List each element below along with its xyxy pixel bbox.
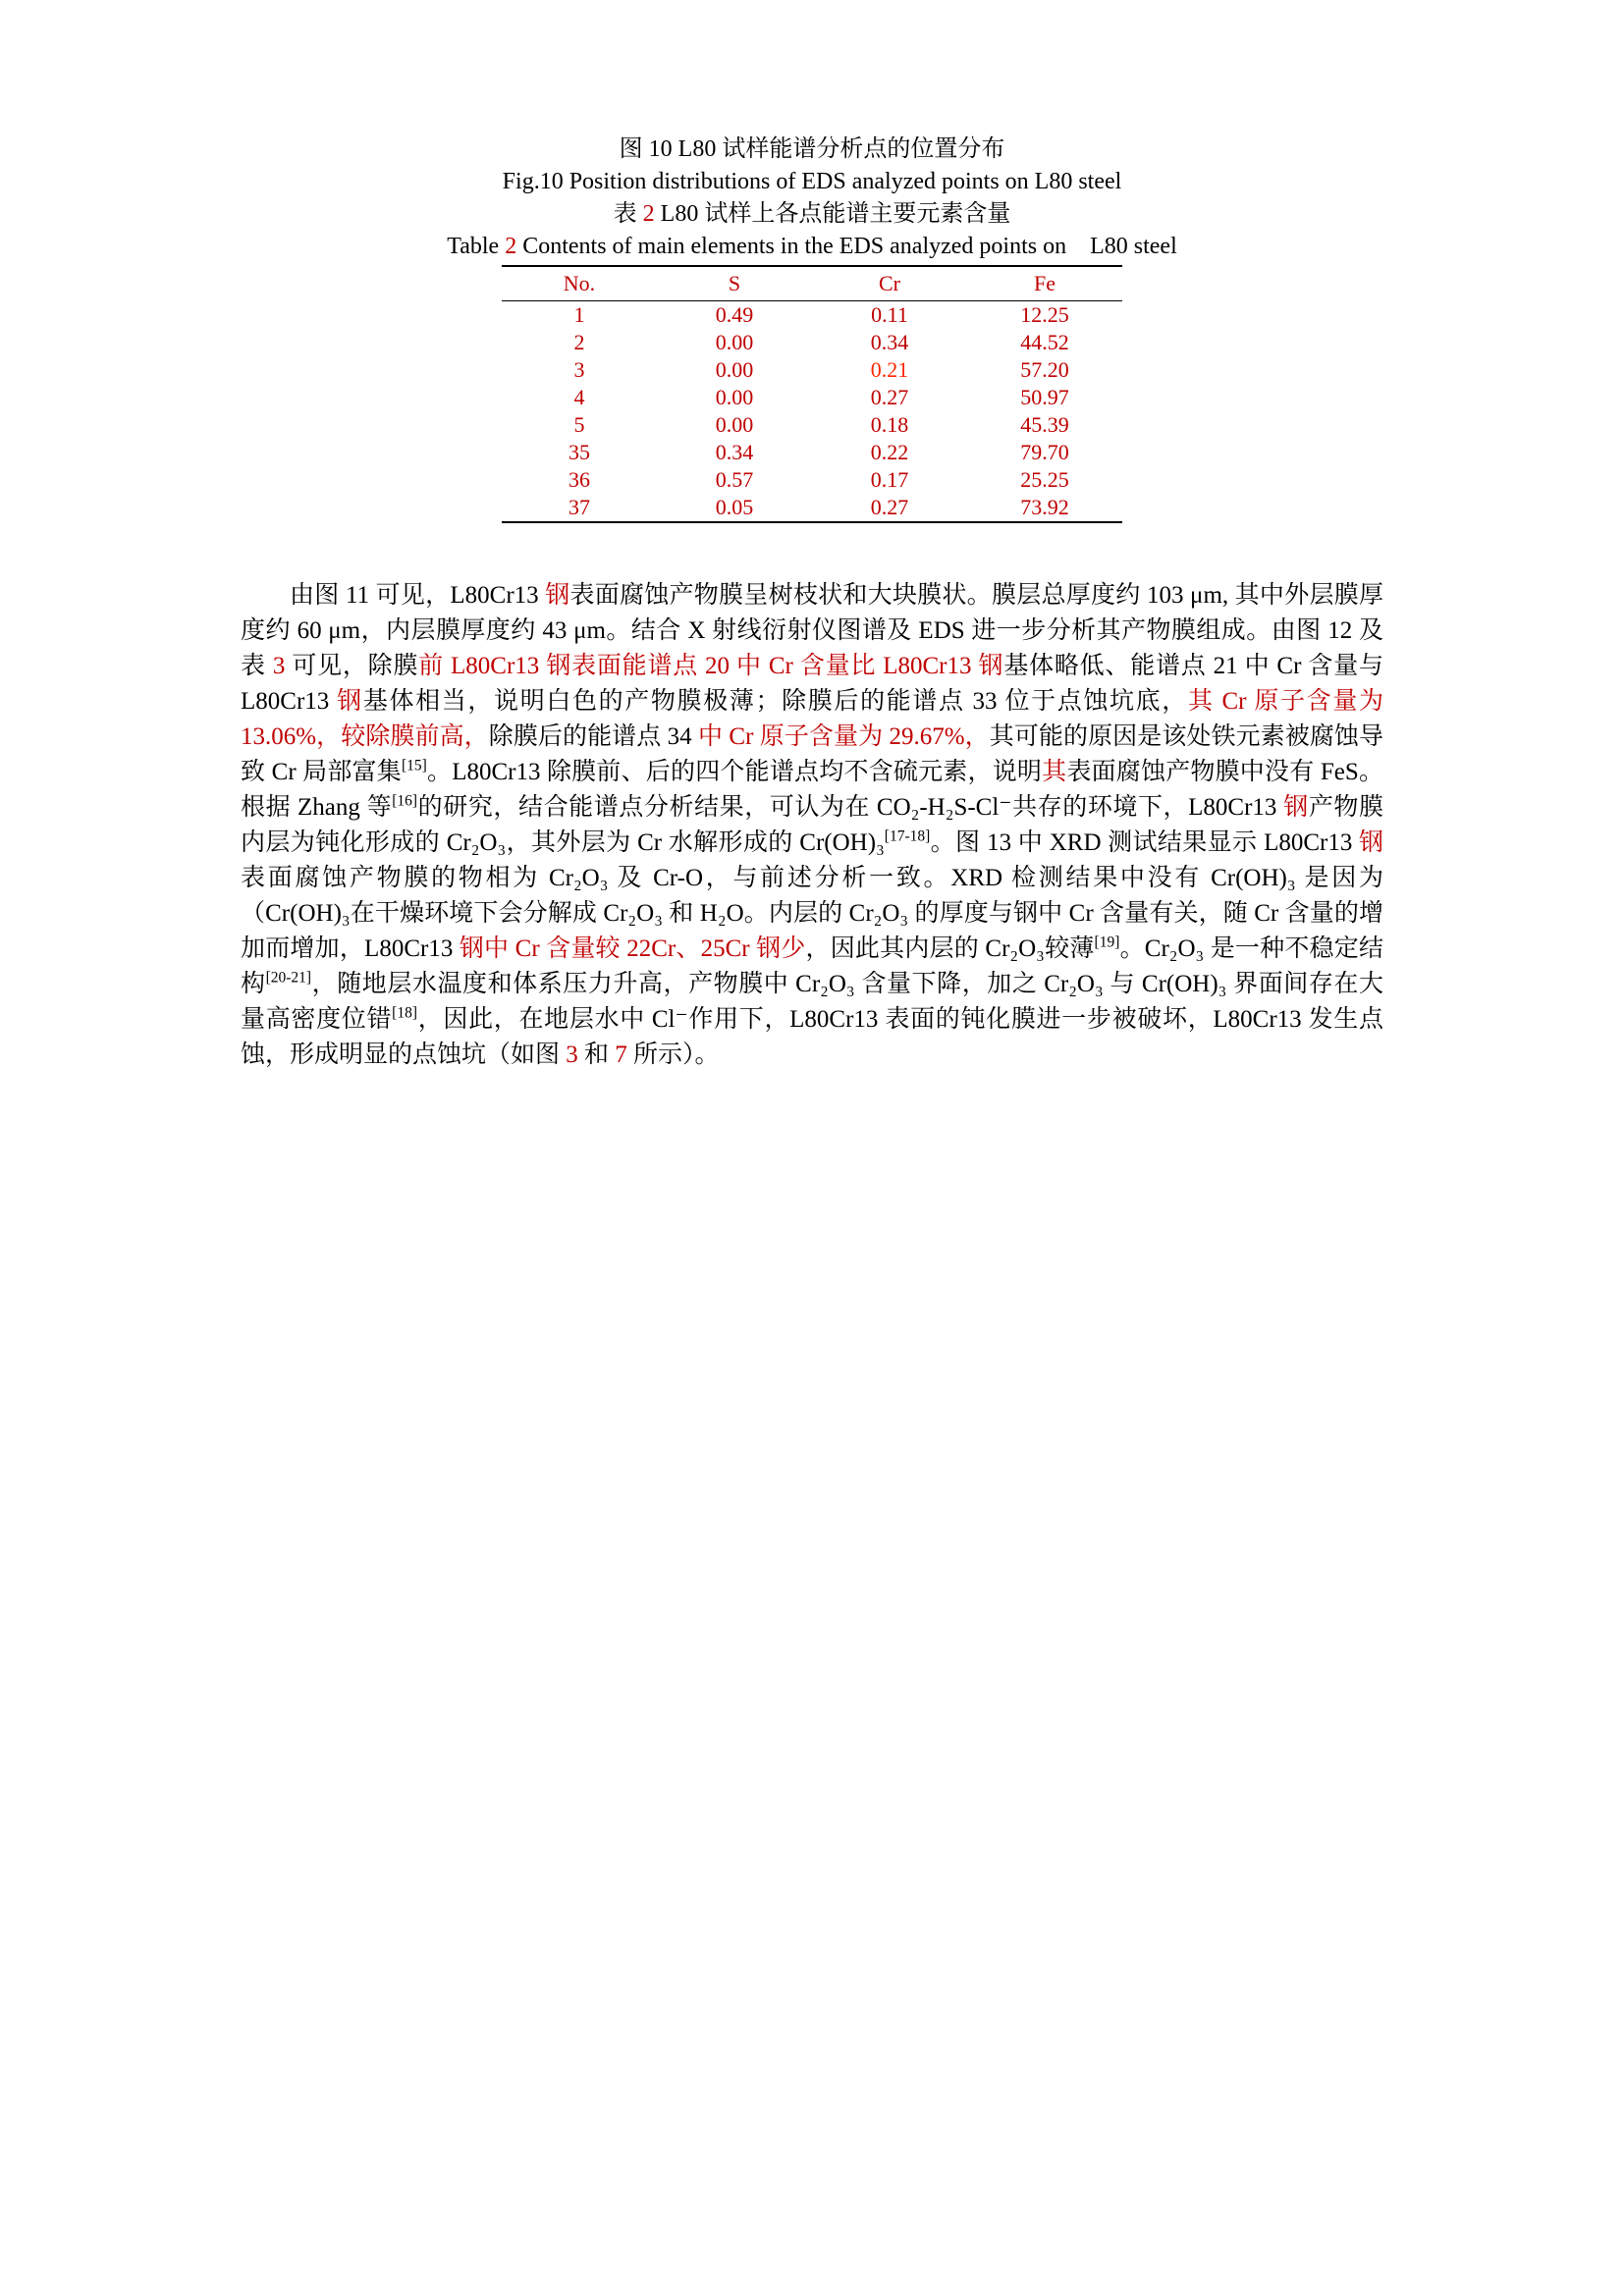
- table-cell: 12.25: [1020, 302, 1069, 327]
- table-cell: 2: [573, 330, 585, 354]
- text-run: 产物膜内层为钝化形成的 Cr₂O₃，其外层为 Cr 水解形成的 Cr(OH)₃: [241, 794, 1383, 856]
- table-caption-en: [241, 231, 1383, 263]
- table-cell: 0.00: [715, 385, 754, 409]
- eds-table-body: [502, 301, 1122, 523]
- text-run: 2: [505, 234, 517, 259]
- figure-caption-zh: [241, 133, 1383, 166]
- text-run: 其可能的原因是该处铁元素被腐蚀导致 Cr 局部富集: [241, 723, 1383, 785]
- text-run: 的研究，结合能谱点分析结果，可认为在 CO₂-H₂S-Cl⁻共存的环境下，L80Cr13: [417, 794, 1284, 821]
- text-run: 钢: [337, 688, 363, 715]
- text-run: 除膜后的能谱点 34: [488, 723, 698, 750]
- text-run: 所示）。: [626, 1041, 720, 1068]
- table-cell: 0.49: [715, 302, 754, 327]
- text-run: 其: [1042, 759, 1067, 785]
- text-run: ，随地层水温度和体系压力升高，产物膜中 Cr₂O₃ 含量下降，加之 Cr₂O₃ 与 Cr(OH)₃ 界面间存在大量高密度位错: [241, 971, 1383, 1033]
- table-row: [502, 494, 1122, 522]
- table-row: [502, 384, 1122, 411]
- text-run: 中 Cr 原子含量为 29.67%，: [698, 723, 990, 750]
- eds-table: [502, 265, 1122, 523]
- citation-superscript: [16]: [392, 792, 418, 810]
- table-cell: 73.92: [1020, 495, 1069, 519]
- text-run: 钢中 Cr 含量较 22Cr、25Cr 钢少: [459, 935, 806, 962]
- table-cell: 0.21: [870, 357, 909, 382]
- table-cell: 0.00: [715, 412, 754, 437]
- table-header-cell: Cr: [879, 271, 900, 295]
- table-row: [502, 411, 1122, 439]
- citation-superscript: [17-18]: [884, 828, 931, 845]
- text-run: 。Cr₂O₃ 是一种不稳定结构: [241, 935, 1383, 997]
- text-run: 2: [642, 201, 655, 227]
- citation-superscript: [20-21]: [265, 969, 312, 987]
- text-run: 。L80Cr13 除膜前、后的四个能谱点均不含硫元素，说明: [426, 759, 1043, 785]
- text-run: Fig.10 Position distributions of EDS analyzed points on L80 steel: [502, 169, 1122, 194]
- table-cell: 37: [568, 495, 590, 519]
- text-run: 由图 11 可见，L80Cr13: [290, 582, 546, 609]
- text-run: 钢: [1283, 794, 1309, 821]
- table-cell: 25.25: [1020, 467, 1069, 492]
- table-cell: 5: [573, 412, 585, 437]
- table-header-row: [502, 266, 1122, 301]
- text-run: 图 10 L80 试样能谱分析点的位置分布: [619, 136, 1005, 162]
- table-caption-zh: [241, 198, 1383, 231]
- table-cell: 3: [573, 357, 585, 382]
- table-cell: 4: [573, 385, 585, 409]
- text-run: 表面腐蚀产物膜中没有 FeS。根据 Zhang 等: [241, 759, 1383, 821]
- text-run: 其 Cr 原子含量为 13.06%，较除膜前高，: [241, 688, 1383, 750]
- table-cell: 44.52: [1020, 330, 1069, 354]
- table-cell: 36: [568, 467, 590, 492]
- table-cell: 1: [573, 302, 585, 327]
- text-run: Table: [447, 234, 506, 259]
- table-cell: 0.17: [870, 467, 909, 492]
- text-run: ，因此其内层的 Cr₂O₃较薄: [805, 935, 1095, 962]
- table-cell: 0.27: [870, 385, 909, 409]
- table-cell: 0.22: [870, 440, 909, 464]
- text-run: 和: [577, 1041, 616, 1068]
- table-cell: 0.34: [870, 330, 909, 354]
- citation-superscript: [15]: [401, 757, 427, 774]
- text-run: 表: [613, 201, 643, 227]
- table-cell: 45.39: [1020, 412, 1069, 437]
- text-run: 基体相当，说明白色的产物膜极薄；除膜后的能谱点 33 位于点蚀坑底，: [362, 688, 1188, 715]
- figure-caption-en: [241, 166, 1383, 198]
- text-run: Contents of main elements in the EDS analyzed points on L80 steel: [516, 234, 1177, 259]
- table-row: [502, 329, 1122, 356]
- table-cell: 0.57: [715, 467, 754, 492]
- table-cell: 0.11: [871, 302, 908, 327]
- table-header-cell: Fe: [1034, 271, 1056, 295]
- text-run: 钢: [1358, 829, 1383, 856]
- text-run: 3: [272, 653, 286, 679]
- text-run: 前 L80Cr13 钢表面能谱点 20 中 Cr 含量比 L80Cr13 钢: [418, 653, 1004, 679]
- text-run: L80 试样上各点能谱主要元素含量: [654, 201, 1011, 227]
- text-run: 表面腐蚀产物膜呈树枝状和大块膜状。膜层总厚度约 103 μm, 其中外层膜厚度约 60 μm，内层膜厚度约 43 μm。结合 X 射线衍射仪图谱及 EDS 进一步分析其产物膜组成。由图 12 及表: [241, 582, 1383, 679]
- table-cell: 35: [568, 440, 590, 464]
- table-cell: 0.27: [870, 495, 909, 519]
- table-cell: 50.97: [1020, 385, 1069, 409]
- table-header-cell: S: [728, 271, 741, 295]
- table-cell: 0.34: [715, 440, 754, 464]
- table-cell: 0.18: [870, 412, 909, 437]
- citation-superscript: [19]: [1094, 934, 1120, 951]
- text-run: 可见，除膜: [285, 653, 419, 679]
- text-run: 3: [566, 1041, 578, 1068]
- table-cell: 79.70: [1020, 440, 1069, 464]
- body-paragraph: [241, 578, 1383, 1073]
- text-run: 钢: [545, 582, 570, 609]
- citation-superscript: [18]: [392, 1004, 417, 1022]
- table-cell: 57.20: [1020, 357, 1069, 382]
- table-cell: 0.00: [715, 357, 754, 382]
- text-run: ，因此，在地层水中 Cl⁻作用下，L80Cr13 表面的钝化膜进一步被破坏，L80Cr13 发生点蚀，形成明显的点蚀坑（如图: [241, 1006, 1383, 1068]
- table-row: [502, 356, 1122, 384]
- text-run: 基体略低、能谱点 21 中 Cr 含量与 L80Cr13: [241, 653, 1383, 715]
- text-run: 表面腐蚀产物膜的物相为 Cr₂O₃ 及 Cr-O，与前述分析一致。XRD 检测结果中没有 Cr(OH)₃ 是因为（Cr(OH)₃在干燥环境下会分解成 Cr₂O₃ 和 H₂O。内层的 Cr₂O₃ 的厚度与钢中 Cr 含量有关，随 Cr 含量的增加而增加，L80Cr13: [241, 865, 1383, 962]
- table-row: [502, 439, 1122, 466]
- table-row: [502, 301, 1122, 330]
- text-run: 7: [615, 1041, 627, 1068]
- table-cell: 0.00: [715, 330, 754, 354]
- table-cell: 0.05: [715, 495, 754, 519]
- table-header-cell: No.: [563, 271, 596, 295]
- text-run: 。图 13 中 XRD 测试结果显示 L80Cr13: [930, 829, 1359, 856]
- table-row: [502, 466, 1122, 494]
